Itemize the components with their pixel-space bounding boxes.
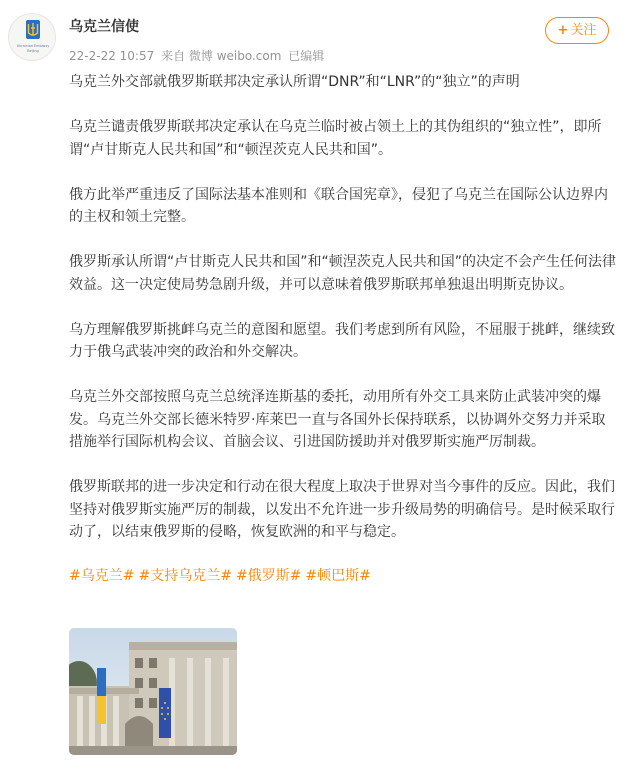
topic-link[interactable]: #支持乌克兰# bbox=[138, 568, 232, 584]
avatar-caption-line1: Ukrainian Embassy bbox=[16, 44, 50, 48]
topic-link[interactable]: #顿巴斯# bbox=[305, 568, 371, 584]
trident-emblem-icon bbox=[9, 14, 56, 61]
topic-link[interactable]: #俄罗斯# bbox=[235, 568, 302, 584]
post-meta bbox=[69, 48, 327, 64]
post-paragraph: 乌克兰外交部按照乌克兰总统泽连斯基的委托，动用所有外交工具来防止武装冲突的爆发。乌克兰外交部长德米特罗·库莱巴一直与各国外长保持联系，以协调外交努力并采取措施举行国际机构会议、首脑会议、引进国防援助并对俄罗斯实施严厉制裁。 bbox=[69, 389, 606, 450]
avatar-caption-line2: Beijing bbox=[27, 49, 39, 53]
post-paragraph: 乌方理解俄罗斯挑衅乌克兰的意图和愿望。我们考虑到所有风险，不屈服于挑衅，继续致力于俄乌武装冲突的政治和外交解决。 bbox=[69, 321, 615, 360]
avatar[interactable] bbox=[8, 13, 56, 61]
post-photo[interactable] bbox=[69, 628, 237, 755]
follow-label: 关注 bbox=[570, 23, 597, 38]
account-name[interactable]: 乌克兰信使 bbox=[69, 19, 139, 35]
post-paragraph: 俄罗斯承认所谓“卢甘斯克人民共和国”和“顿涅茨克人民共和国”的决定不会产生任何法律效益。这一决定使局势急剧升级，并可以意味着俄罗斯联邦单独退出明斯克协议。 bbox=[69, 254, 617, 293]
post-content bbox=[69, 71, 617, 587]
post-title-paragraph: 乌克兰外交部就俄罗斯联邦决定承认所谓“DNR”和“LNR”的“独立”的声明 bbox=[69, 74, 520, 90]
ministry-building-photo bbox=[69, 628, 237, 755]
post-source[interactable]: 来自 微博 weibo.com bbox=[161, 49, 282, 63]
post-paragraph: 俄罗斯联邦的进一步决定和行动在很大程度上取决于世界对当今事件的反应。因此，我们坚持对俄罗斯实施严厉的制裁，以发出不允许进一步升级局势的明确信号。是时候采取行动了，以结束俄罗斯的侵略，恢复欧洲的和平与稳定。 bbox=[69, 479, 615, 540]
post-date[interactable]: 22-2-22 10:57 bbox=[69, 49, 155, 63]
topic-link[interactable]: #乌克兰# bbox=[69, 568, 135, 584]
edited-label[interactable]: 已编辑 bbox=[288, 49, 325, 63]
plus-icon: + bbox=[557, 23, 569, 38]
topic-list bbox=[69, 565, 617, 587]
post-paragraph: 俄方此举严重违反了国际法基本准则和《联合国宪章》，侵犯了乌克兰在国际公认边界内的主权和领土完整。 bbox=[69, 186, 608, 225]
post-paragraph: 乌克兰谴责俄罗斯联邦决定承认在乌克兰临时被占领土上的其伪组织的“独立性”，即所谓“卢甘斯克人民共和国”和“顿涅茨克人民共和国”。 bbox=[69, 119, 602, 158]
follow-button[interactable] bbox=[545, 17, 609, 44]
